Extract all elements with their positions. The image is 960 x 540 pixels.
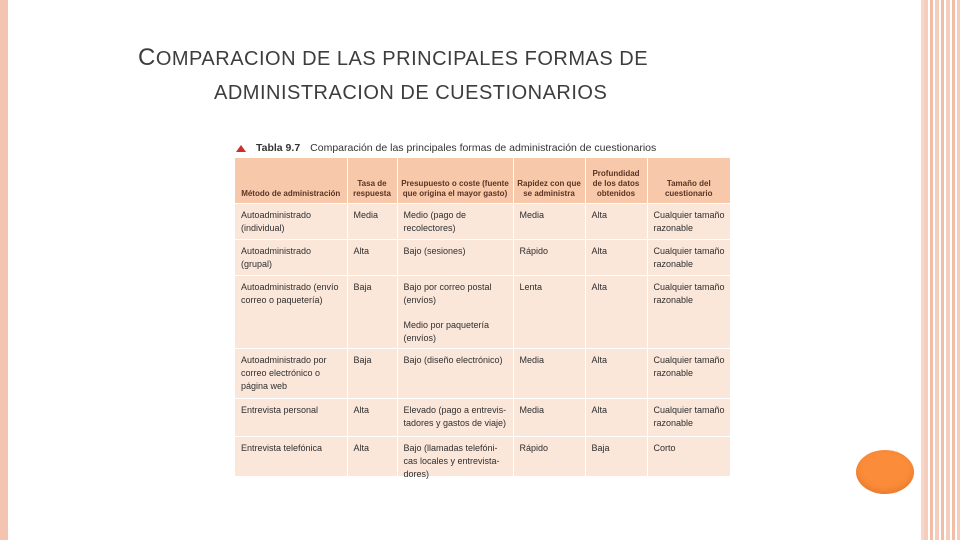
cell-rapidez: Rápido	[513, 240, 585, 276]
cell-presupuesto: Medio (pago de recolectores)	[397, 204, 513, 240]
slide-border-right	[924, 0, 960, 540]
cell-presupuesto-extra: Medio por paquetería (envíos)	[403, 320, 490, 343]
cell-profundidad: Alta	[585, 276, 647, 349]
table-label: Tabla 9.7	[256, 142, 301, 154]
cell-tasa: Alta	[347, 240, 397, 276]
cell-tamano: Cualquier tamaño razonable	[647, 399, 730, 437]
title-line1-text: OMPARACION DE LAS PRINCIPALES FORMAS DE	[155, 48, 649, 70]
table-row	[235, 276, 730, 349]
cell-profundidad: Alta	[585, 349, 647, 399]
slide-title-line2: ADMINISTRACION DE CUESTIONARIOS	[214, 82, 608, 104]
table-caption-text: Comparación de las principales formas de administración de cuestionarios	[310, 142, 657, 154]
cell-rapidez: Rápido	[513, 437, 585, 485]
title-initial-cap: C	[138, 44, 156, 71]
cell-profundidad: Baja	[585, 437, 647, 485]
triangle-marker-icon	[236, 145, 246, 152]
table-row	[235, 437, 730, 485]
col-header-presupuesto: Presupuesto o coste (fuente que origina el mayor gasto)	[397, 158, 513, 204]
cell-presupuesto: Elevado (pago a entrevis-tadores y gastos de viaje)	[397, 399, 513, 437]
table-caption	[236, 142, 736, 154]
cell-tasa: Baja	[347, 349, 397, 399]
table-row	[235, 349, 730, 399]
col-header-profundidad: Profundidad de los datos obtenidos	[585, 158, 647, 204]
table-row	[235, 204, 730, 240]
cell-metodo: Autoadministrado por correo electrónico o página web	[235, 349, 347, 399]
cell-tamano: Cualquier tamaño razonable	[647, 349, 730, 399]
cell-profundidad: Alta	[585, 204, 647, 240]
cell-tasa: Media	[347, 204, 397, 240]
col-header-rapidez: Rapidez con que se administra	[513, 158, 585, 204]
cell-tamano: Cualquier tamaño razonable	[647, 276, 730, 349]
comparison-table-wrap	[235, 158, 730, 479]
comparison-table	[235, 158, 730, 485]
cell-presupuesto: Bajo (diseño electrónico)	[397, 349, 513, 399]
cell-rapidez: Media	[513, 399, 585, 437]
cell-tasa: Alta	[347, 399, 397, 437]
cell-rapidez: Lenta	[513, 276, 585, 349]
cell-metodo: Autoadministrado (envío correo o paquetería)	[235, 276, 347, 349]
col-header-tasa: Tasa de respuesta	[347, 158, 397, 204]
slide-title	[138, 44, 838, 107]
cell-presupuesto-main: Bajo por correo postal (envíos)	[403, 282, 492, 305]
cell-tasa: Alta	[347, 437, 397, 485]
cell-profundidad: Alta	[585, 399, 647, 437]
cell-tamano: Cualquier tamaño razonable	[647, 204, 730, 240]
cell-presupuesto	[397, 276, 513, 349]
table-row	[235, 240, 730, 276]
slide-border-left	[0, 0, 8, 540]
cell-metodo: Autoadministrado (individual)	[235, 204, 347, 240]
cell-presupuesto: Bajo (sesiones)	[397, 240, 513, 276]
cell-tamano: Cualquier tamaño razonable	[647, 240, 730, 276]
table-row	[235, 399, 730, 437]
slide-title-line1	[138, 44, 838, 73]
cell-tamano: Corto	[647, 437, 730, 485]
cell-metodo: Entrevista telefónica	[235, 437, 347, 485]
cell-presupuesto: Bajo (llamadas telefóni-cas locales y entrevista-dores)	[397, 437, 513, 485]
cell-metodo: Entrevista personal	[235, 399, 347, 437]
cell-metodo: Autoadministrado (grupal)	[235, 240, 347, 276]
orange-circle-decoration	[856, 450, 914, 494]
cell-rapidez: Media	[513, 349, 585, 399]
cell-tasa: Baja	[347, 276, 397, 349]
cell-rapidez: Media	[513, 204, 585, 240]
col-header-metodo: Método de administración	[235, 158, 347, 204]
col-header-tamano: Tamaño del cuestionario	[647, 158, 730, 204]
table-header-row	[235, 158, 730, 204]
cell-profundidad: Alta	[585, 240, 647, 276]
